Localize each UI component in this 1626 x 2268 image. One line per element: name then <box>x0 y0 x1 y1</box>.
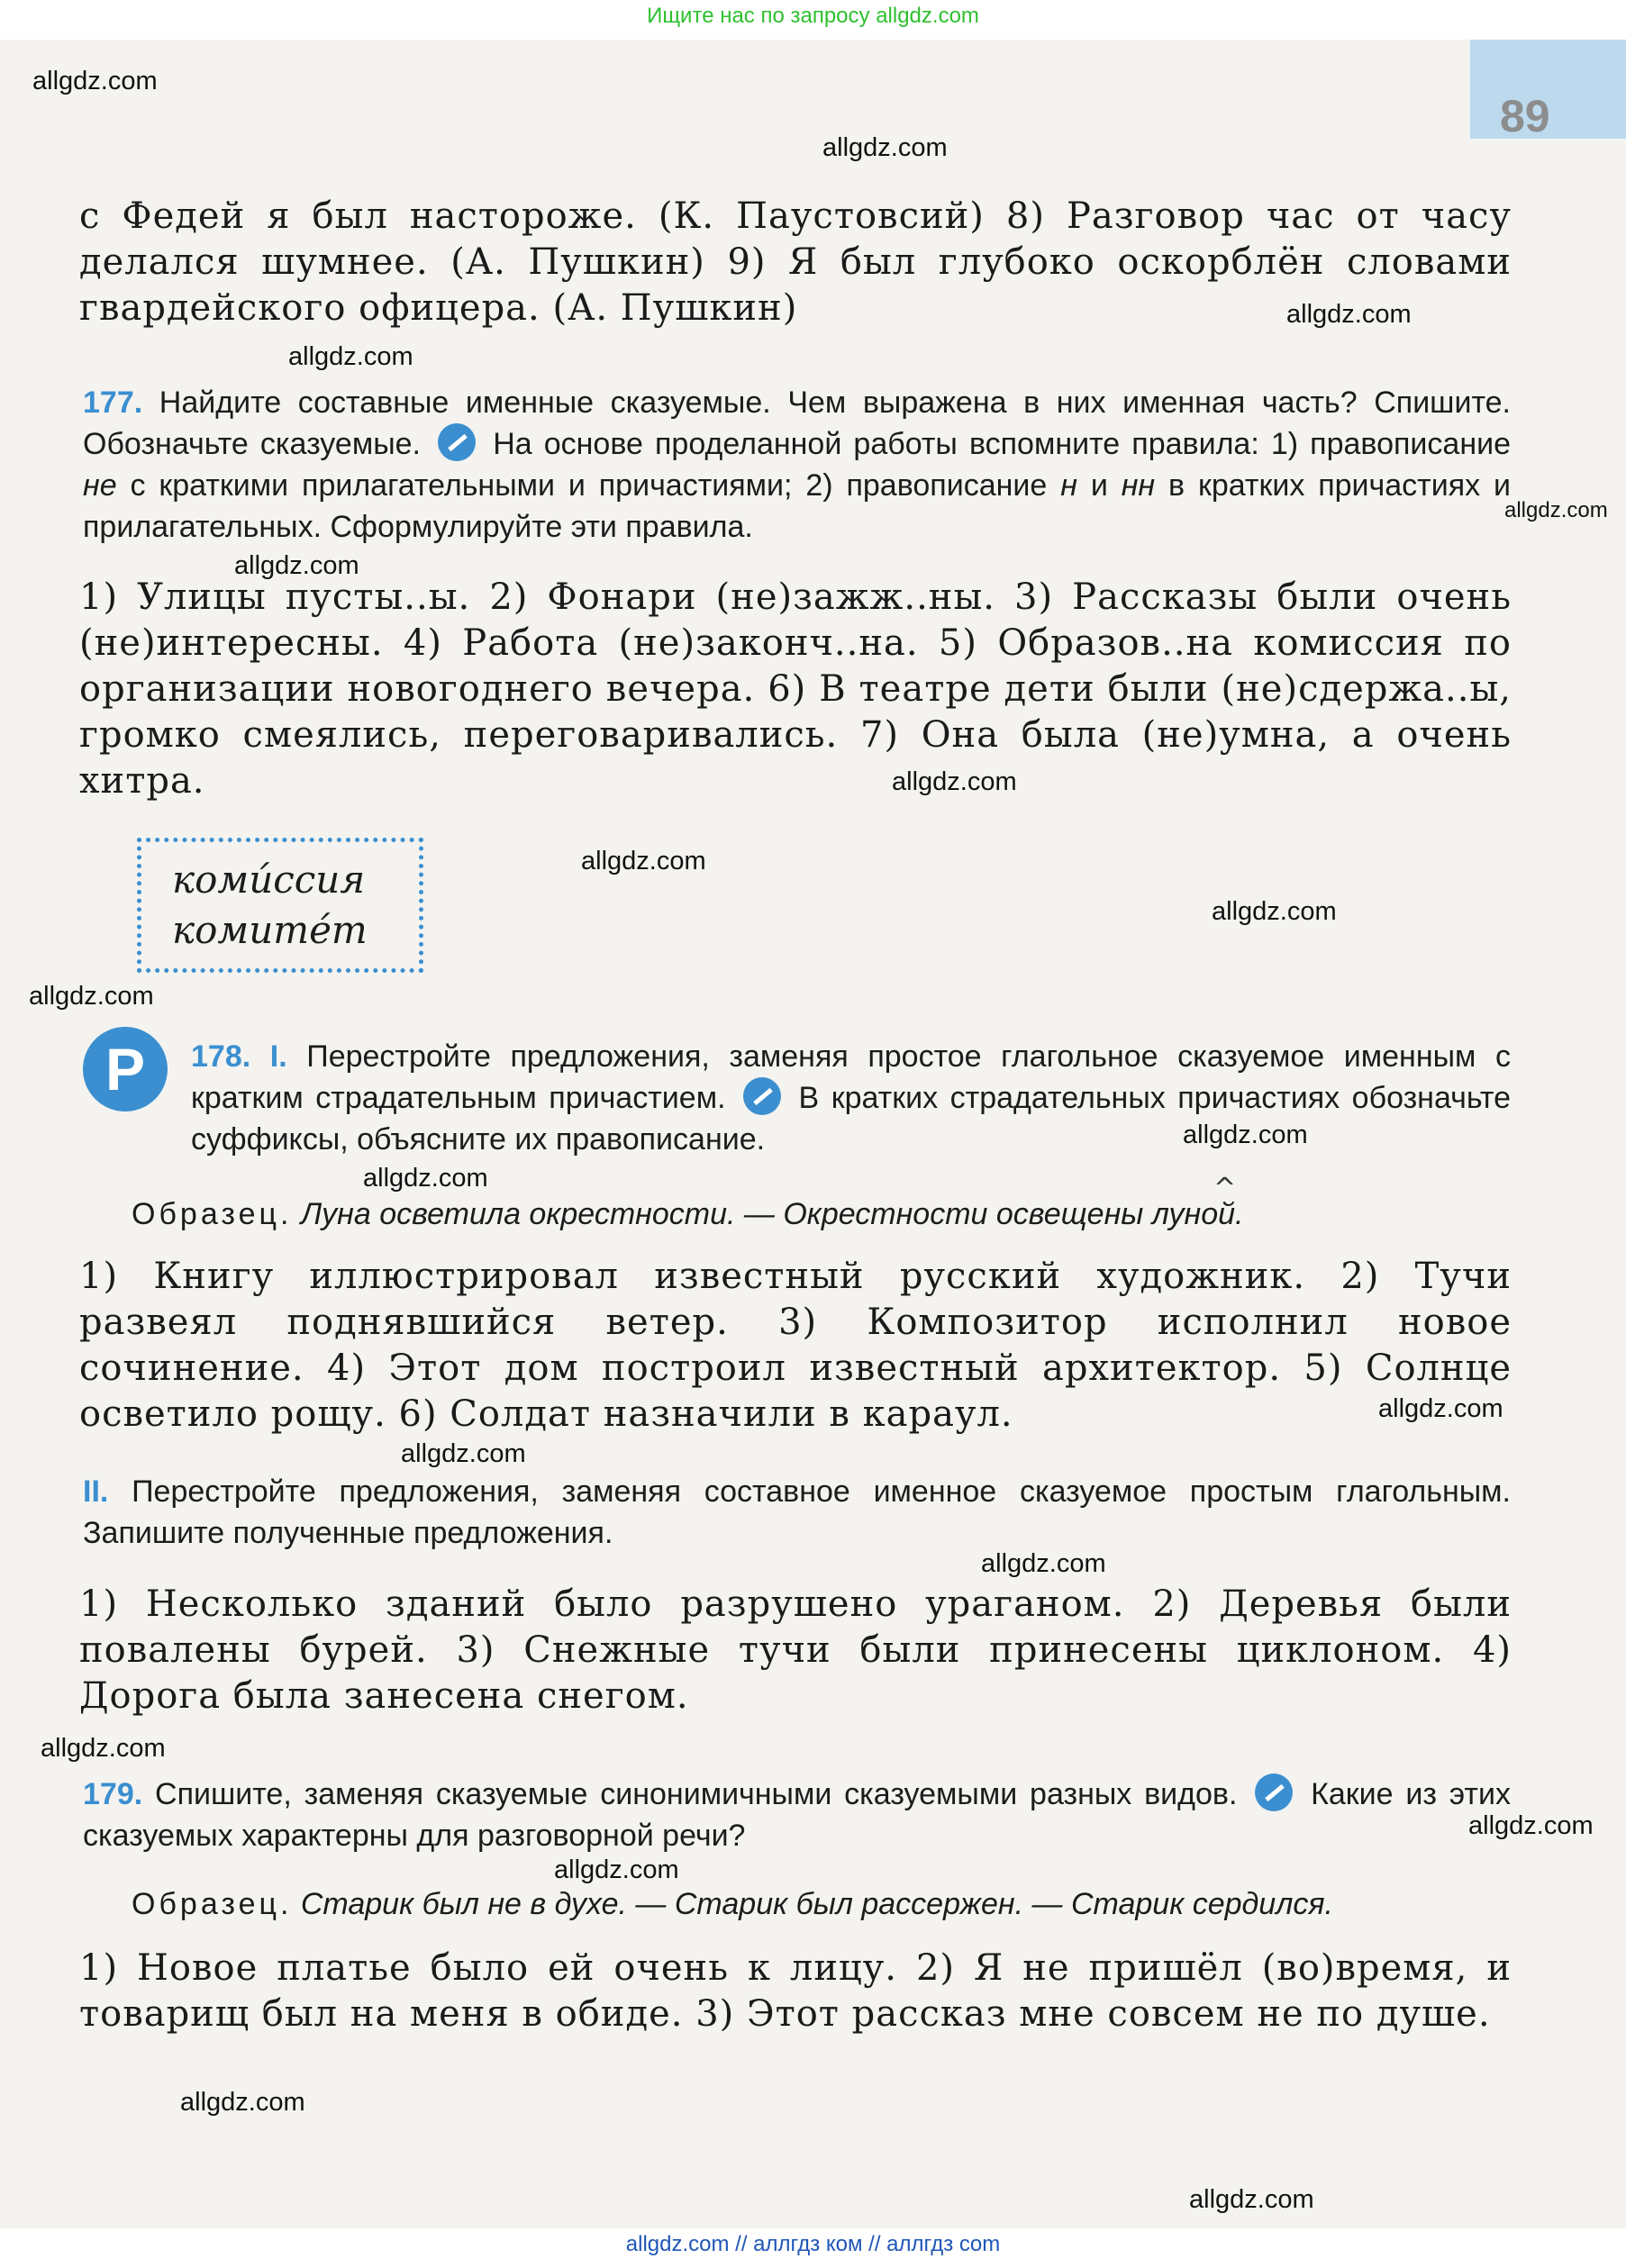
bottom-banner[interactable]: allgdz.com // аллгдз ком // аллгдз com <box>625 2232 1001 2256</box>
exercise-179-task-b: Какие из этих сказуемых характерны для разговорной речи? <box>83 1777 1511 1853</box>
watermark: allgdz.com <box>180 2088 305 2117</box>
pencil-icon <box>438 423 476 461</box>
watermark: allgdz.com <box>1286 300 1412 329</box>
watermark: allgdz.com <box>1212 897 1337 926</box>
watermark: allgdz.com <box>1504 498 1608 522</box>
emphasis-and: и <box>1090 468 1108 503</box>
emphasis-n: н <box>1060 468 1077 503</box>
dictionary-word-2: комитéт <box>172 908 368 952</box>
exercise-177-task-c: с краткими прилагательными и причастиями; 2) правописание <box>130 468 1048 503</box>
exercise-178-part2-text: 1) Несколько зданий было разрушено ураганом. 2) Деревья были повалены бурей. 3) Снежные тучи были принесены циклоном. 4) Дорога была занесена снегом. <box>79 1583 1512 1717</box>
watermark: allgdz.com <box>363 1164 488 1193</box>
exercise-178-part2-task <box>83 1471 1511 1554</box>
exercise-178-part1-task-a: Перестройте предложения, заменяя простое глагольное сказуемое именным с кратким страдательным причастием. <box>191 1039 1511 1115</box>
watermark: allgdz.com <box>41 1734 166 1763</box>
dictionary-box <box>137 838 423 973</box>
top-banner[interactable]: Ищите нас по запросу allgdz.com <box>647 4 979 28</box>
watermark: allgdz.com <box>554 1855 679 1884</box>
emphasis-ne: не <box>83 468 117 503</box>
watermark: allgdz.com <box>581 847 706 875</box>
exercise-177-task-a: Найдите составные именные сказуемые. Чем выражена в них именная часть? Спишите. Обозначьте сказуемые. <box>83 386 1511 461</box>
watermark: allgdz.com <box>981 1549 1106 1578</box>
watermark: allgdz.com <box>1183 1120 1308 1149</box>
exercise-177-task-d: в кратких причастиях и прилагательных. Сформулируйте эти правила. <box>83 468 1512 544</box>
watermark: allgdz.com <box>822 133 948 162</box>
watermark: allgdz.com <box>401 1439 526 1468</box>
exercise-179-task <box>83 1774 1511 1856</box>
exercise-178-sample <box>132 1193 1519 1235</box>
watermark: allgdz.com <box>1189 2185 1314 2214</box>
pencil-icon <box>1255 1774 1293 1811</box>
exercise-179-text: 1) Новое платье было ей очень к лицу. 2) Я не пришёл (во)время, и товарищ был на меня в обиде. 3) Этот рассказ мне совсем не по душе. <box>79 1947 1512 2035</box>
sample-text: Луна осветила окрестности. — Окрестности освещены луной. <box>300 1197 1244 1231</box>
watermark: allgdz.com <box>288 342 413 371</box>
sample-text: Старик был не в духе. — Старик был рассержен. — Старик сердился. <box>300 1887 1333 1921</box>
exercise-177-task-b: На основе проделанной работы вспомните правила: 1) правописание <box>493 427 1511 461</box>
watermark: allgdz.com <box>1468 1811 1594 1840</box>
exercise-178-part1-task-b: В кратких страдательных причастиях обозначьте суффиксы, объясните их правописание. <box>191 1081 1511 1157</box>
watermark: allgdz.com <box>1378 1394 1503 1423</box>
exercise-179-task-a: Спишите, заменяя сказуемые синонимичными сказуемыми разных видов. <box>155 1777 1238 1811</box>
exercise-177-text: 1) Улицы пусты..ы. 2) Фонари (не)зажж..ны. 3) Рассказы были очень (не)интересны. 4) Работа (не)законч..на. 5) Образов..на комиссия по организации новогоднего вечера. 6) В театре дети были (не)сдержа..ы, громко смеялись, переговаривались. 7) Она была (не)умна, а очень хитра. <box>79 576 1512 802</box>
sample-label: Образец. <box>132 1197 293 1231</box>
exercise-178-part2-task-text: Перестройте предложения, заменяя составное именное сказуемое простым глагольным. Запишите полученные предложения. <box>83 1474 1511 1550</box>
pencil-icon <box>743 1077 781 1115</box>
sample-label: Образец. <box>132 1887 293 1921</box>
exercise-177-number: 177. <box>83 386 143 420</box>
exercise-178-part1-label: I. <box>269 1039 287 1074</box>
exercise-177-task <box>83 382 1511 548</box>
intro-text: с Федей я был настороже. (К. Паустовсий) 8) Разговор час от часу делался шумнее. (А. Пушкин) 9) Я был глубоко оскорблён словами гвардейского офицера. (А. Пушкин) <box>79 195 1512 329</box>
watermark: allgdz.com <box>234 551 359 580</box>
exercise-179-number: 179. <box>83 1777 143 1811</box>
exercise-178-part1-text: 1) Книгу иллюстрировал известный русский художник. 2) Тучи развеял поднявшийся ветер. 3) Композитор исполнил новое сочинение. 4) Этот дом построил известный архитектор. 5) Солнце осветило рощу. 6) Солдат назначили в караул. <box>79 1256 1512 1435</box>
exercise-178-number: 178. <box>191 1039 251 1074</box>
watermark: allgdz.com <box>29 982 154 1011</box>
exercise-179-sample <box>132 1883 1519 1925</box>
exercise-178-task-lead <box>191 1036 1511 1160</box>
page-number: 89 <box>1500 91 1550 141</box>
stress-caret-icon: ^ <box>1213 1173 1237 1204</box>
dictionary-word-1: комúссия <box>172 857 366 902</box>
watermark: allgdz.com <box>892 767 1017 796</box>
emphasis-nn: нн <box>1121 468 1156 503</box>
exercise-178-part2-label: II. <box>83 1474 109 1509</box>
p-badge-icon: Р <box>83 1027 168 1111</box>
watermark: allgdz.com <box>32 67 158 95</box>
